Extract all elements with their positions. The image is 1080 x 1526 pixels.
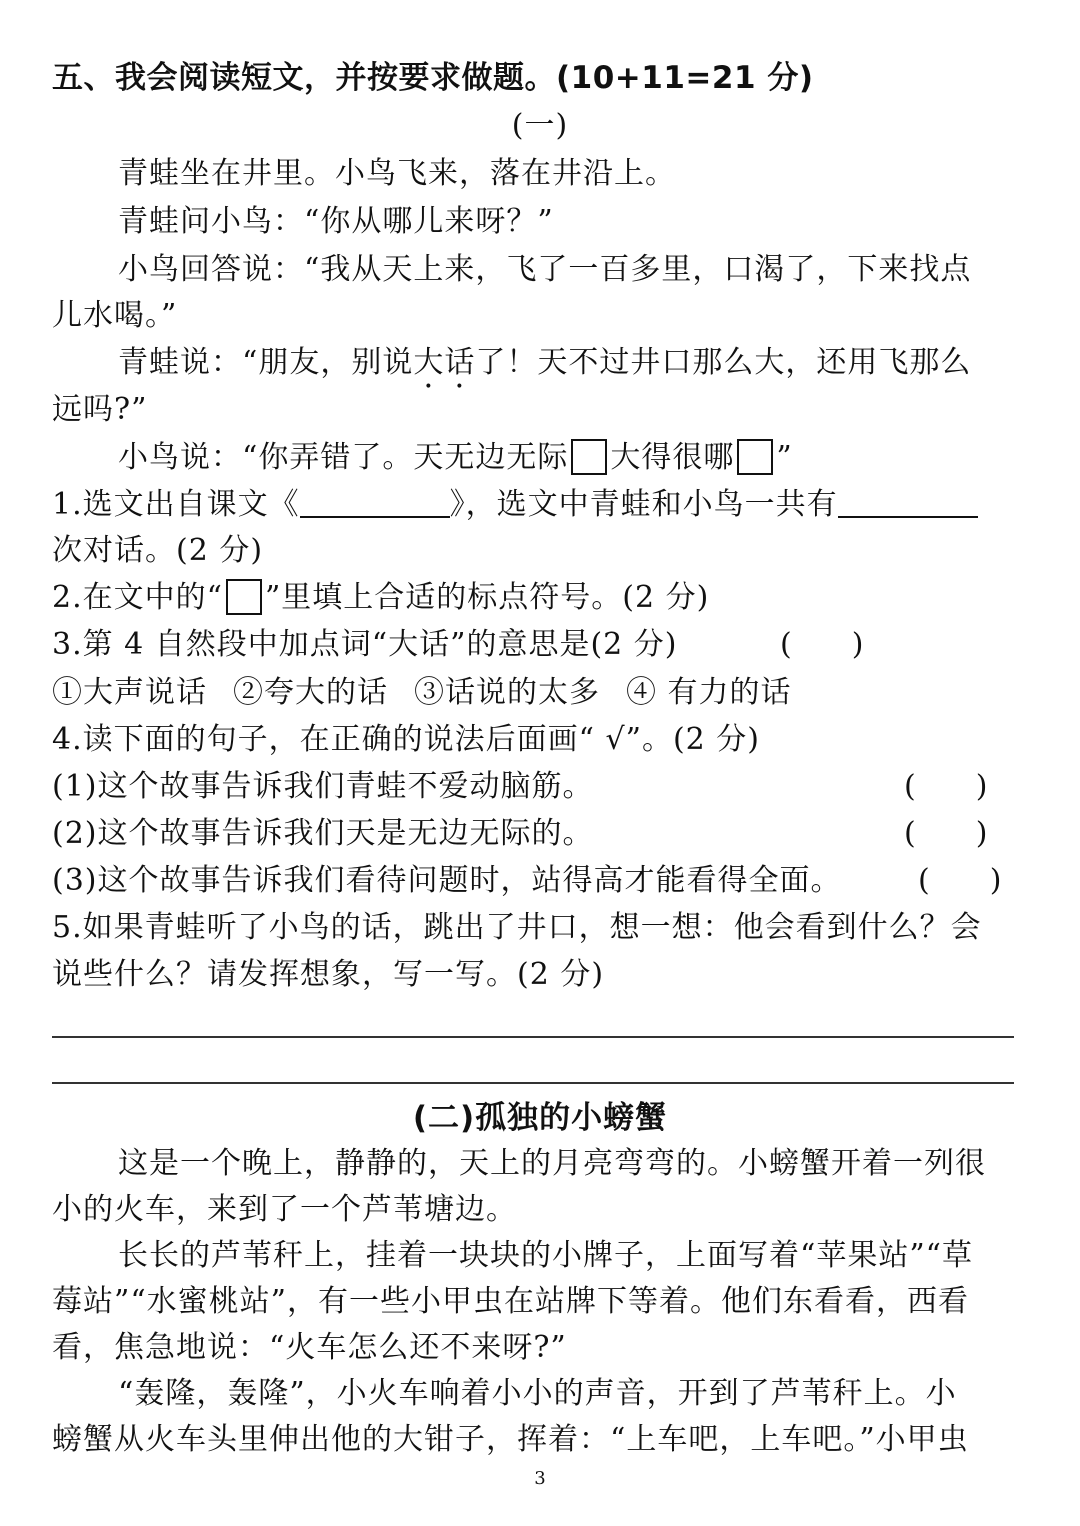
question-1b: 次对话。(2 分) [52, 533, 264, 568]
question-4-item-1: (1)这个故事告诉我们青蛙不爱动脑筋。 [52, 769, 594, 804]
dotted-char-2: 话 [444, 345, 476, 380]
p5-text-post: ” [776, 440, 793, 475]
lesson-title-blank[interactable] [300, 486, 450, 518]
passage2-paragraph-3a: “轰隆，轰隆”，小火车响着小小的声音，开到了芦苇秆上。小 [118, 1376, 957, 1411]
passage2-paragraph-3b: 螃蟹从火车头里伸出他的大钳子，挥着：“上车吧，上车吧。”小甲虫 [52, 1422, 969, 1457]
part1-label: (一) [511, 108, 569, 143]
dialogue-count-blank[interactable] [838, 486, 978, 518]
q1-text-pre: 1.选文出自课文《 [52, 487, 300, 522]
passage2-paragraph-1a: 这是一个晚上，静静的，天上的月亮弯弯的。小螃蟹开着一列很 [118, 1146, 986, 1181]
passage1-paragraph-2: 青蛙问小鸟：“你从哪儿来呀？” [118, 204, 554, 239]
p4-text-post: 了！天不过井口那么大，还用飞那么 [475, 345, 972, 380]
passage1-paragraph-4a [118, 343, 1028, 383]
section-title: 五、我会阅读短文，并按要求做题。(10+11=21 分) [52, 60, 814, 96]
question-4-item-2-parens[interactable]: ( ) [904, 816, 988, 851]
option-1[interactable]: ①大声说话 [52, 675, 207, 710]
question-4-item-3-parens[interactable]: ( ) [918, 863, 1002, 898]
page-number: 3 [534, 1468, 546, 1489]
passage2-paragraph-1b: 小的火车，来到了一个芦苇塘边。 [52, 1192, 517, 1227]
option-2[interactable]: ②夸大的话 [233, 675, 388, 710]
option-4[interactable]: ④ 有力的话 [626, 675, 792, 710]
question-4-item-1-parens[interactable]: ( ) [904, 769, 988, 804]
q1-text-mid: 》，选文中青蛙和小鸟一共有 [449, 487, 838, 522]
passage1-paragraph-3a: 小鸟回答说：“我从天上来，飞了一百多里，口渴了，下来找点 [118, 252, 972, 287]
passage2-paragraph-2c: 看，焦急地说：“火车怎么还不来呀?” [52, 1330, 567, 1365]
option-3[interactable]: ③话说的太多 [414, 675, 600, 710]
question-2 [52, 578, 1028, 618]
p5-text-mid: 大得很哪 [610, 440, 735, 475]
answer-line-1[interactable] [52, 1036, 1014, 1038]
question-1a [52, 485, 1028, 525]
part2-title: (二)孤独的小螃蟹 [412, 1100, 668, 1136]
q2-text-post: ”里填上合适的标点符号。(2 分) [264, 580, 710, 615]
punctuation-box-2[interactable] [737, 439, 773, 475]
passage2-paragraph-2b: 莓站”“水蜜桃站”，有一些小甲虫在站牌下等着。他们东看看，西看 [52, 1284, 970, 1319]
question-5b: 说些什么？请发挥想象，写一写。(2 分) [52, 957, 605, 992]
question-4: 4.读下面的句子，在正确的说法后面画“ √”。(2 分) [52, 722, 760, 757]
p5-text-pre: 小鸟说：“你弄错了。天无边无际 [118, 440, 569, 475]
question-3-answer-parens[interactable]: ( ) [780, 627, 864, 662]
p4-text-pre: 青蛙说：“朋友，别说 [118, 345, 414, 380]
question-3: 3.第 4 自然段中加点词“大话”的意思是(2 分) [52, 627, 678, 662]
passage1-paragraph-4b: 远吗?” [52, 392, 148, 427]
question-4-item-3: (3)这个故事告诉我们看待问题时，站得高才能看得全面。 [52, 863, 842, 898]
passage1-paragraph-1: 青蛙坐在井里。小鸟飞来，落在井沿上。 [118, 156, 676, 191]
dotted-char-1: 大 [413, 345, 445, 380]
answer-line-2[interactable] [52, 1082, 1014, 1084]
question-2-box [226, 579, 262, 615]
question-4-item-2: (2)这个故事告诉我们天是无边无际的。 [52, 816, 594, 851]
q2-text-pre: 2.在文中的“ [52, 580, 223, 615]
passage1-paragraph-5 [118, 438, 1028, 478]
question-5a: 5.如果青蛙听了小鸟的话，跳出了井口，想一想：他会看到什么？会 [52, 910, 982, 945]
passage1-paragraph-3b: 儿水喝。” [52, 298, 178, 333]
question-3-options [52, 673, 1028, 713]
punctuation-box-1[interactable] [571, 439, 607, 475]
passage2-paragraph-2a: 长长的芦苇秆上，挂着一块块的小牌子，上面写着“苹果站”“草 [118, 1238, 974, 1273]
